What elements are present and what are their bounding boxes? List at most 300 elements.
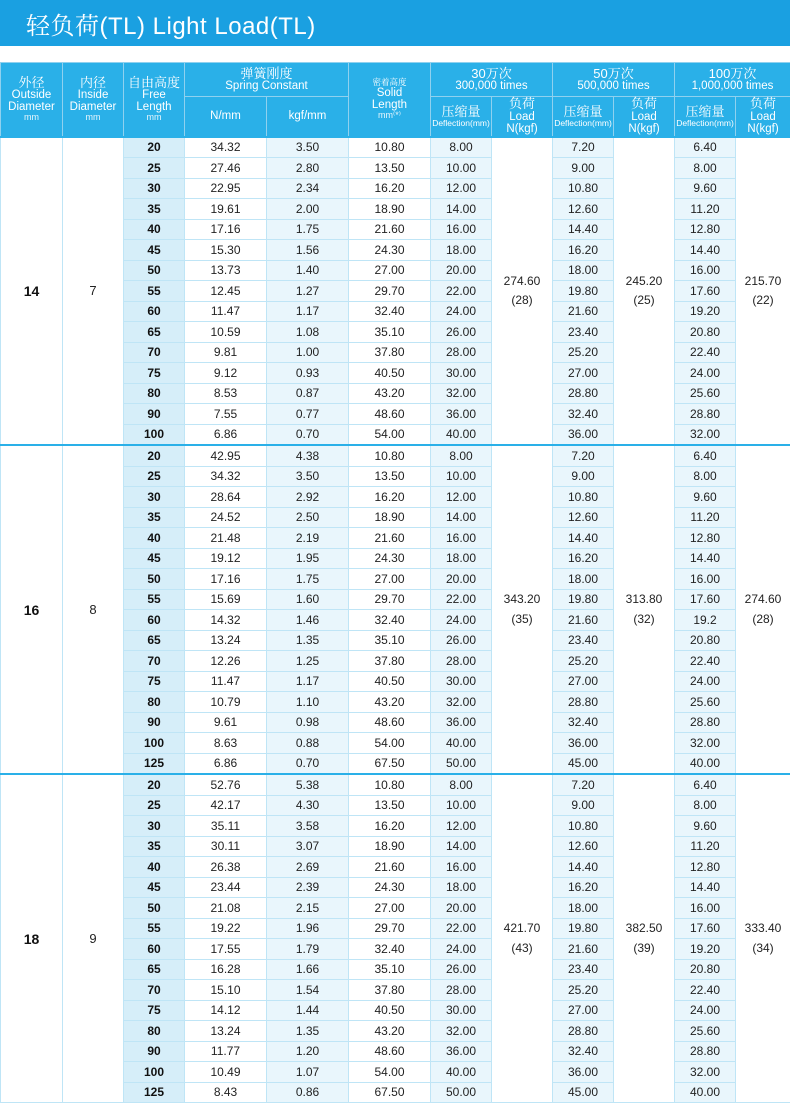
load-1m-cell-newton: 274.60 xyxy=(744,592,782,607)
deflection-1m-cell: 28.80 xyxy=(675,1041,736,1062)
deflection-300k-cell: 14.00 xyxy=(431,199,492,220)
deflection-500k-cell: 12.60 xyxy=(553,199,614,220)
spring-kgf-mm-cell: 1.35 xyxy=(267,1021,349,1042)
solid-length-cell: 37.80 xyxy=(349,651,431,672)
deflection-500k-cell: 18.00 xyxy=(553,898,614,919)
solid-length-cell: 54.00 xyxy=(349,424,431,445)
header-spring-constant: 弹簧刚度 Spring Constant xyxy=(185,63,349,97)
spring-n-mm-cell: 6.86 xyxy=(185,424,267,445)
free-length-cell: 90 xyxy=(124,1041,185,1062)
spring-n-mm-cell: 52.76 xyxy=(185,774,267,795)
free-length-cell: 35 xyxy=(124,507,185,528)
free-length-cell: 25 xyxy=(124,795,185,816)
deflection-1m-cell: 32.00 xyxy=(675,1062,736,1083)
deflection-1m-cell: 22.40 xyxy=(675,651,736,672)
header-outside-diameter: 外径 Outside Diameter mm xyxy=(1,63,63,137)
header-cycles-500k: 50万次 500,000 times xyxy=(553,63,675,97)
deflection-1m-cell: 20.80 xyxy=(675,322,736,343)
spring-kgf-mm-cell: 0.77 xyxy=(267,404,349,425)
free-length-cell: 60 xyxy=(124,610,185,631)
spring-kgf-mm-cell: 1.75 xyxy=(267,569,349,590)
deflection-1m-cell: 12.80 xyxy=(675,528,736,549)
spring-kgf-mm-cell: 0.87 xyxy=(267,383,349,404)
spring-kgf-mm-cell: 1.46 xyxy=(267,610,349,631)
spring-kgf-mm-cell: 1.40 xyxy=(267,260,349,281)
free-length-cell: 60 xyxy=(124,939,185,960)
deflection-300k-cell: 40.00 xyxy=(431,424,492,445)
deflection-500k-cell: 14.40 xyxy=(553,528,614,549)
solid-length-cell: 24.30 xyxy=(349,240,431,261)
spring-kgf-mm-cell: 1.54 xyxy=(267,980,349,1001)
spring-n-mm-cell: 14.32 xyxy=(185,610,267,631)
free-length-cell: 65 xyxy=(124,630,185,651)
solid-length-cell: 37.80 xyxy=(349,980,431,1001)
outside-diameter-cell: 14 xyxy=(1,137,63,446)
deflection-1m-cell: 19.2 xyxy=(675,610,736,631)
free-length-cell: 70 xyxy=(124,651,185,672)
spring-kgf-mm-cell: 4.38 xyxy=(267,445,349,466)
header-load-1m: 负荷 Load N(kgf) xyxy=(736,97,790,137)
table-row xyxy=(1,445,790,466)
deflection-1m-cell: 9.60 xyxy=(675,487,736,508)
spring-n-mm-cell: 13.73 xyxy=(185,260,267,281)
deflection-300k-cell: 14.00 xyxy=(431,507,492,528)
solid-length-cell: 10.80 xyxy=(349,137,431,158)
deflection-300k-cell: 32.00 xyxy=(431,692,492,713)
free-length-cell: 100 xyxy=(124,424,185,445)
deflection-500k-cell: 9.00 xyxy=(553,466,614,487)
deflection-300k-cell: 14.00 xyxy=(431,836,492,857)
free-length-cell: 125 xyxy=(124,753,185,774)
spring-n-mm-cell: 13.24 xyxy=(185,630,267,651)
deflection-500k-cell: 27.00 xyxy=(553,1000,614,1021)
spring-n-mm-cell: 27.46 xyxy=(185,158,267,179)
load-500k-cell xyxy=(614,445,675,774)
spring-spec-table xyxy=(0,62,790,1103)
spring-n-mm-cell: 30.11 xyxy=(185,836,267,857)
spring-kgf-mm-cell: 1.35 xyxy=(267,630,349,651)
spring-kgf-mm-cell: 2.69 xyxy=(267,857,349,878)
free-length-cell: 75 xyxy=(124,1000,185,1021)
deflection-300k-cell: 22.00 xyxy=(431,281,492,302)
load-1m-cell-newton: 333.40 xyxy=(744,921,782,936)
header-kgf-per-mm: kgf/mm xyxy=(267,97,349,137)
deflection-300k-cell: 40.00 xyxy=(431,1062,492,1083)
spring-kgf-mm-cell: 1.79 xyxy=(267,939,349,960)
free-length-cell: 25 xyxy=(124,158,185,179)
deflection-1m-cell: 17.60 xyxy=(675,281,736,302)
header-free-length: 自由高度 Free Length mm xyxy=(124,63,185,137)
solid-length-cell: 32.40 xyxy=(349,301,431,322)
solid-length-cell: 54.00 xyxy=(349,733,431,754)
spring-n-mm-cell: 26.38 xyxy=(185,857,267,878)
spring-kgf-mm-cell: 3.50 xyxy=(267,137,349,158)
free-length-cell: 40 xyxy=(124,528,185,549)
spring-n-mm-cell: 12.45 xyxy=(185,281,267,302)
solid-length-cell: 24.30 xyxy=(349,548,431,569)
deflection-300k-cell: 28.00 xyxy=(431,651,492,672)
solid-length-cell: 29.70 xyxy=(349,589,431,610)
spring-kgf-mm-cell: 3.58 xyxy=(267,816,349,837)
deflection-500k-cell: 16.20 xyxy=(553,240,614,261)
deflection-500k-cell: 19.80 xyxy=(553,281,614,302)
solid-length-cell: 43.20 xyxy=(349,383,431,404)
spring-n-mm-cell: 9.81 xyxy=(185,342,267,363)
deflection-300k-cell: 40.00 xyxy=(431,733,492,754)
header-cycles-1m: 100万次 1,000,000 times xyxy=(675,63,790,97)
spring-n-mm-cell: 16.28 xyxy=(185,959,267,980)
spring-kgf-mm-cell: 1.20 xyxy=(267,1041,349,1062)
spring-n-mm-cell: 23.44 xyxy=(185,877,267,898)
deflection-500k-cell: 25.20 xyxy=(553,342,614,363)
deflection-500k-cell: 18.00 xyxy=(553,260,614,281)
deflection-1m-cell: 24.00 xyxy=(675,363,736,384)
deflection-1m-cell: 9.60 xyxy=(675,816,736,837)
load-500k-cell-kgf: (39) xyxy=(633,940,655,955)
free-length-cell: 45 xyxy=(124,240,185,261)
spring-n-mm-cell: 15.10 xyxy=(185,980,267,1001)
spring-kgf-mm-cell: 1.10 xyxy=(267,692,349,713)
free-length-cell: 80 xyxy=(124,1021,185,1042)
spring-n-mm-cell: 15.69 xyxy=(185,589,267,610)
deflection-1m-cell: 17.60 xyxy=(675,589,736,610)
free-length-cell: 70 xyxy=(124,342,185,363)
load-500k-cell-newton: 313.80 xyxy=(625,592,663,607)
deflection-300k-cell: 18.00 xyxy=(431,877,492,898)
spring-n-mm-cell: 15.30 xyxy=(185,240,267,261)
solid-length-cell: 10.80 xyxy=(349,774,431,795)
spring-kgf-mm-cell: 0.70 xyxy=(267,424,349,445)
load-500k-cell xyxy=(614,137,675,446)
solid-length-cell: 40.50 xyxy=(349,363,431,384)
spring-n-mm-cell: 22.95 xyxy=(185,178,267,199)
spring-kgf-mm-cell: 2.19 xyxy=(267,528,349,549)
solid-length-cell: 35.10 xyxy=(349,322,431,343)
solid-length-cell: 18.90 xyxy=(349,836,431,857)
deflection-500k-cell: 28.80 xyxy=(553,692,614,713)
deflection-500k-cell: 27.00 xyxy=(553,363,614,384)
free-length-cell: 50 xyxy=(124,260,185,281)
deflection-1m-cell: 32.00 xyxy=(675,424,736,445)
deflection-500k-cell: 45.00 xyxy=(553,753,614,774)
deflection-300k-cell: 20.00 xyxy=(431,569,492,590)
spring-kgf-mm-cell: 1.56 xyxy=(267,240,349,261)
free-length-cell: 30 xyxy=(124,487,185,508)
load-300k-cell-kgf: (43) xyxy=(511,940,533,955)
spring-n-mm-cell: 35.11 xyxy=(185,816,267,837)
load-500k-cell-newton: 245.20 xyxy=(625,273,663,288)
deflection-1m-cell: 19.20 xyxy=(675,301,736,322)
deflection-500k-cell: 21.60 xyxy=(553,939,614,960)
solid-length-cell: 13.50 xyxy=(349,795,431,816)
solid-length-cell: 67.50 xyxy=(349,753,431,774)
spring-n-mm-cell: 34.32 xyxy=(185,466,267,487)
deflection-1m-cell: 8.00 xyxy=(675,795,736,816)
deflection-300k-cell: 26.00 xyxy=(431,959,492,980)
deflection-1m-cell: 16.00 xyxy=(675,260,736,281)
spring-kgf-mm-cell: 1.17 xyxy=(267,301,349,322)
header-cycles-300k: 30万次 300,000 times xyxy=(431,63,553,97)
deflection-1m-cell: 9.60 xyxy=(675,178,736,199)
spring-kgf-mm-cell: 0.86 xyxy=(267,1082,349,1103)
spring-kgf-mm-cell: 3.50 xyxy=(267,466,349,487)
free-length-cell: 55 xyxy=(124,918,185,939)
spring-n-mm-cell: 12.26 xyxy=(185,651,267,672)
solid-length-cell: 16.20 xyxy=(349,178,431,199)
solid-length-cell: 35.10 xyxy=(349,959,431,980)
spring-n-mm-cell: 19.61 xyxy=(185,199,267,220)
spring-n-mm-cell: 11.47 xyxy=(185,301,267,322)
deflection-500k-cell: 10.80 xyxy=(553,487,614,508)
free-length-cell: 60 xyxy=(124,301,185,322)
spring-n-mm-cell: 28.64 xyxy=(185,487,267,508)
deflection-500k-cell: 45.00 xyxy=(553,1082,614,1103)
deflection-1m-cell: 6.40 xyxy=(675,137,736,158)
load-300k-cell-newton: 274.60 xyxy=(503,273,541,288)
solid-length-cell: 13.50 xyxy=(349,466,431,487)
title-spacer xyxy=(0,46,790,62)
spring-kgf-mm-cell: 1.17 xyxy=(267,671,349,692)
deflection-1m-cell: 28.80 xyxy=(675,404,736,425)
deflection-1m-cell: 25.60 xyxy=(675,1021,736,1042)
deflection-300k-cell: 32.00 xyxy=(431,1021,492,1042)
solid-length-cell: 16.20 xyxy=(349,487,431,508)
deflection-300k-cell: 50.00 xyxy=(431,753,492,774)
deflection-300k-cell: 12.00 xyxy=(431,178,492,199)
deflection-1m-cell: 14.40 xyxy=(675,240,736,261)
deflection-300k-cell: 10.00 xyxy=(431,466,492,487)
free-length-cell: 40 xyxy=(124,219,185,240)
spring-n-mm-cell: 24.52 xyxy=(185,507,267,528)
deflection-300k-cell: 26.00 xyxy=(431,630,492,651)
deflection-1m-cell: 32.00 xyxy=(675,733,736,754)
solid-length-cell: 40.50 xyxy=(349,671,431,692)
load-300k-cell-newton: 343.20 xyxy=(503,592,541,607)
spring-n-mm-cell: 11.47 xyxy=(185,671,267,692)
spring-n-mm-cell: 21.48 xyxy=(185,528,267,549)
deflection-1m-cell: 24.00 xyxy=(675,1000,736,1021)
spring-n-mm-cell: 42.95 xyxy=(185,445,267,466)
load-1m-cell-kgf: (28) xyxy=(752,611,774,626)
free-length-cell: 20 xyxy=(124,137,185,158)
solid-length-cell: 67.50 xyxy=(349,1082,431,1103)
solid-length-cell: 27.00 xyxy=(349,898,431,919)
solid-length-cell: 48.60 xyxy=(349,712,431,733)
deflection-300k-cell: 22.00 xyxy=(431,589,492,610)
deflection-500k-cell: 23.40 xyxy=(553,959,614,980)
deflection-500k-cell: 10.80 xyxy=(553,816,614,837)
spring-kgf-mm-cell: 1.60 xyxy=(267,589,349,610)
spring-kgf-mm-cell: 5.38 xyxy=(267,774,349,795)
free-length-cell: 80 xyxy=(124,692,185,713)
spring-kgf-mm-cell: 1.44 xyxy=(267,1000,349,1021)
deflection-500k-cell: 25.20 xyxy=(553,651,614,672)
deflection-500k-cell: 23.40 xyxy=(553,630,614,651)
deflection-500k-cell: 21.60 xyxy=(553,610,614,631)
header-inside-diameter: 内径 Inside Diameter mm xyxy=(63,63,124,137)
deflection-500k-cell: 36.00 xyxy=(553,1062,614,1083)
spring-kgf-mm-cell: 2.00 xyxy=(267,199,349,220)
deflection-300k-cell: 32.00 xyxy=(431,383,492,404)
inside-diameter-cell: 8 xyxy=(63,445,124,774)
solid-length-cell: 27.00 xyxy=(349,260,431,281)
spring-n-mm-cell: 13.24 xyxy=(185,1021,267,1042)
deflection-300k-cell: 12.00 xyxy=(431,816,492,837)
deflection-500k-cell: 12.60 xyxy=(553,836,614,857)
deflection-500k-cell: 16.20 xyxy=(553,877,614,898)
spring-n-mm-cell: 34.32 xyxy=(185,137,267,158)
deflection-500k-cell: 7.20 xyxy=(553,774,614,795)
free-length-cell: 25 xyxy=(124,466,185,487)
free-length-cell: 45 xyxy=(124,548,185,569)
spring-n-mm-cell: 10.79 xyxy=(185,692,267,713)
solid-length-cell: 35.10 xyxy=(349,630,431,651)
spring-kgf-mm-cell: 2.39 xyxy=(267,877,349,898)
free-length-cell: 100 xyxy=(124,1062,185,1083)
deflection-300k-cell: 50.00 xyxy=(431,1082,492,1103)
header-deflection-300k: 压缩量 Deflection(mm) xyxy=(431,97,492,137)
solid-length-cell: 32.40 xyxy=(349,610,431,631)
spring-n-mm-cell: 17.55 xyxy=(185,939,267,960)
free-length-cell: 45 xyxy=(124,877,185,898)
spring-n-mm-cell: 9.61 xyxy=(185,712,267,733)
deflection-500k-cell: 12.60 xyxy=(553,507,614,528)
deflection-500k-cell: 21.60 xyxy=(553,301,614,322)
free-length-cell: 40 xyxy=(124,857,185,878)
deflection-1m-cell: 20.80 xyxy=(675,630,736,651)
deflection-500k-cell: 25.20 xyxy=(553,980,614,1001)
table-body xyxy=(1,137,790,1103)
load-500k-cell-newton: 382.50 xyxy=(625,921,663,936)
deflection-500k-cell: 28.80 xyxy=(553,383,614,404)
spring-kgf-mm-cell: 0.93 xyxy=(267,363,349,384)
page-title: 轻负荷(TL) Light Load(TL) xyxy=(0,0,790,46)
spring-kgf-mm-cell: 0.88 xyxy=(267,733,349,754)
spring-kgf-mm-cell: 3.07 xyxy=(267,836,349,857)
spring-n-mm-cell: 10.49 xyxy=(185,1062,267,1083)
deflection-300k-cell: 16.00 xyxy=(431,528,492,549)
deflection-1m-cell: 40.00 xyxy=(675,1082,736,1103)
load-1m-cell xyxy=(736,445,790,774)
solid-length-cell: 21.60 xyxy=(349,857,431,878)
solid-length-cell: 48.60 xyxy=(349,404,431,425)
deflection-300k-cell: 24.00 xyxy=(431,301,492,322)
solid-length-cell: 37.80 xyxy=(349,342,431,363)
deflection-500k-cell: 7.20 xyxy=(553,137,614,158)
solid-length-cell: 29.70 xyxy=(349,281,431,302)
free-length-cell: 55 xyxy=(124,589,185,610)
spring-kgf-mm-cell: 1.75 xyxy=(267,219,349,240)
deflection-300k-cell: 8.00 xyxy=(431,445,492,466)
free-length-cell: 65 xyxy=(124,959,185,980)
solid-length-cell: 18.90 xyxy=(349,199,431,220)
deflection-1m-cell: 22.40 xyxy=(675,980,736,1001)
deflection-1m-cell: 19.20 xyxy=(675,939,736,960)
deflection-1m-cell: 11.20 xyxy=(675,507,736,528)
free-length-cell: 50 xyxy=(124,898,185,919)
free-length-cell: 100 xyxy=(124,733,185,754)
deflection-500k-cell: 19.80 xyxy=(553,589,614,610)
free-length-cell: 55 xyxy=(124,281,185,302)
deflection-300k-cell: 16.00 xyxy=(431,857,492,878)
deflection-500k-cell: 7.20 xyxy=(553,445,614,466)
free-length-cell: 20 xyxy=(124,445,185,466)
deflection-1m-cell: 8.00 xyxy=(675,466,736,487)
deflection-300k-cell: 8.00 xyxy=(431,137,492,158)
deflection-1m-cell: 16.00 xyxy=(675,898,736,919)
deflection-300k-cell: 36.00 xyxy=(431,712,492,733)
spring-kgf-mm-cell: 4.30 xyxy=(267,795,349,816)
free-length-cell: 30 xyxy=(124,178,185,199)
spring-kgf-mm-cell: 0.98 xyxy=(267,712,349,733)
deflection-1m-cell: 14.40 xyxy=(675,548,736,569)
table-row xyxy=(1,137,790,158)
spring-kgf-mm-cell: 2.34 xyxy=(267,178,349,199)
spring-kgf-mm-cell: 1.08 xyxy=(267,322,349,343)
load-300k-cell xyxy=(492,445,553,774)
solid-length-cell: 21.60 xyxy=(349,528,431,549)
deflection-300k-cell: 20.00 xyxy=(431,898,492,919)
deflection-1m-cell: 11.20 xyxy=(675,199,736,220)
solid-length-cell: 21.60 xyxy=(349,219,431,240)
free-length-cell: 125 xyxy=(124,1082,185,1103)
spring-kgf-mm-cell: 2.50 xyxy=(267,507,349,528)
deflection-300k-cell: 18.00 xyxy=(431,240,492,261)
spring-kgf-mm-cell: 2.15 xyxy=(267,898,349,919)
load-1m-cell xyxy=(736,137,790,446)
free-length-cell: 30 xyxy=(124,816,185,837)
solid-length-cell: 54.00 xyxy=(349,1062,431,1083)
deflection-1m-cell: 6.40 xyxy=(675,774,736,795)
spring-kgf-mm-cell: 1.25 xyxy=(267,651,349,672)
spring-kgf-mm-cell: 1.27 xyxy=(267,281,349,302)
spring-kgf-mm-cell: 1.07 xyxy=(267,1062,349,1083)
deflection-300k-cell: 8.00 xyxy=(431,774,492,795)
deflection-1m-cell: 40.00 xyxy=(675,753,736,774)
header-solid-length: 密着高度 Solid Length mm⁽*⁾ xyxy=(349,63,431,137)
free-length-cell: 65 xyxy=(124,322,185,343)
deflection-300k-cell: 36.00 xyxy=(431,1041,492,1062)
inside-diameter-cell: 7 xyxy=(63,137,124,446)
deflection-1m-cell: 17.60 xyxy=(675,918,736,939)
spring-kgf-mm-cell: 0.70 xyxy=(267,753,349,774)
deflection-500k-cell: 16.20 xyxy=(553,548,614,569)
free-length-cell: 35 xyxy=(124,836,185,857)
load-500k-cell xyxy=(614,774,675,1103)
inside-diameter-cell: 9 xyxy=(63,774,124,1103)
spring-n-mm-cell: 17.16 xyxy=(185,569,267,590)
deflection-300k-cell: 22.00 xyxy=(431,918,492,939)
deflection-500k-cell: 36.00 xyxy=(553,424,614,445)
deflection-300k-cell: 16.00 xyxy=(431,219,492,240)
deflection-500k-cell: 28.80 xyxy=(553,1021,614,1042)
load-300k-cell xyxy=(492,774,553,1103)
deflection-1m-cell: 14.40 xyxy=(675,877,736,898)
spring-n-mm-cell: 6.86 xyxy=(185,753,267,774)
load-300k-cell-kgf: (28) xyxy=(511,292,533,307)
deflection-1m-cell: 11.20 xyxy=(675,836,736,857)
deflection-300k-cell: 30.00 xyxy=(431,363,492,384)
deflection-1m-cell: 25.60 xyxy=(675,383,736,404)
deflection-500k-cell: 18.00 xyxy=(553,569,614,590)
deflection-300k-cell: 24.00 xyxy=(431,939,492,960)
solid-length-cell: 29.70 xyxy=(349,918,431,939)
spring-n-mm-cell: 17.16 xyxy=(185,219,267,240)
load-500k-cell-kgf: (32) xyxy=(633,611,655,626)
solid-length-cell: 43.20 xyxy=(349,692,431,713)
spring-n-mm-cell: 19.12 xyxy=(185,548,267,569)
deflection-1m-cell: 12.80 xyxy=(675,219,736,240)
